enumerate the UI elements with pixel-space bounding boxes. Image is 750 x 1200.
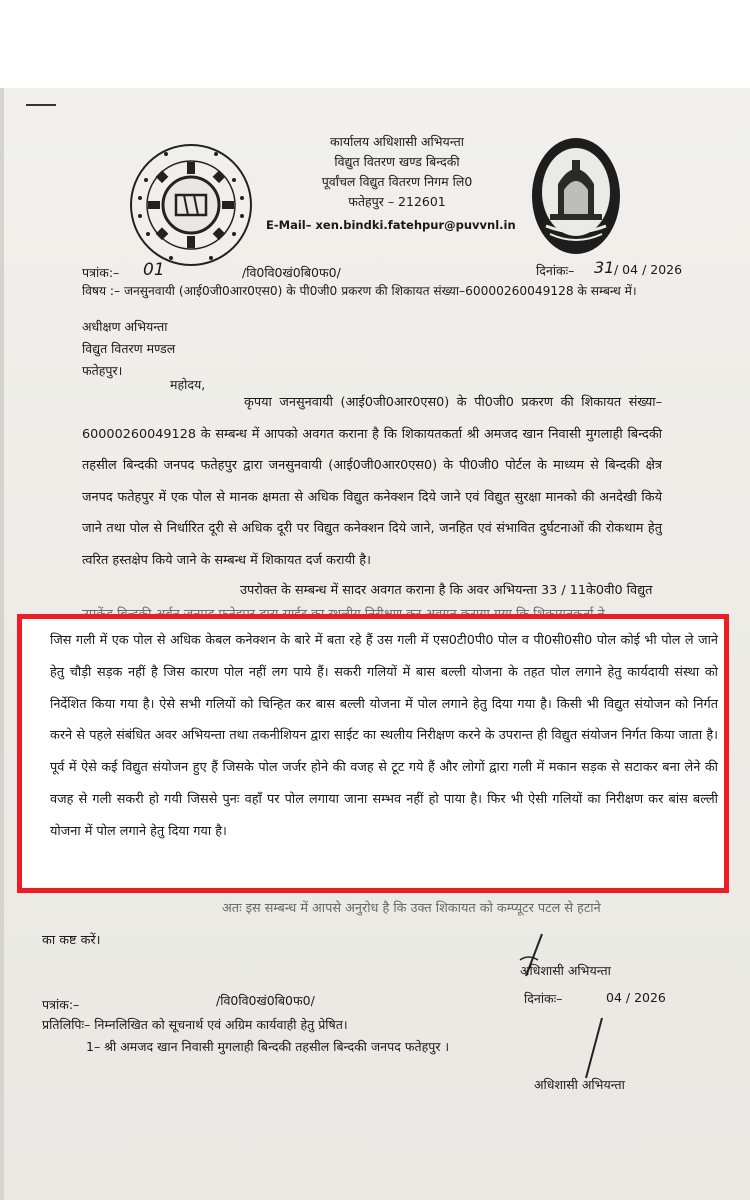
date-day: 31 <box>594 258 615 277</box>
department-emblem-icon <box>126 140 256 270</box>
signature-title: अधिशासी अभियन्ता <box>520 963 611 978</box>
date-rest: / 04 / 2026 <box>614 262 683 277</box>
office-email: E-Mail– xen.bindki.fatehpur@puvvnl.in <box>266 218 516 232</box>
recipient-line-2: विद्युत वितरण मण्डल <box>82 341 176 356</box>
corner-dash <box>26 104 56 106</box>
footer-date-value: 04 / 2026 <box>606 990 666 1005</box>
footer-date-label: दिनांकः– <box>524 991 563 1006</box>
patrank-number: 01 <box>143 260 165 280</box>
seal-emblem-icon <box>528 134 624 262</box>
footer-signature-icon <box>572 1014 612 1084</box>
footer-copy-item: 1– श्री अमजद खान निवासी मुगलाही बिन्दकी तहसील बिन्दकी जनपद फतेहपुर । <box>86 1039 450 1054</box>
recipient-line-1: अधीक्षण अभियन्ता <box>82 319 168 334</box>
body-paragraph-1: कृपया जनसुनवायी (आई0जी0आर0एस0) के पी0जी0 प्रकरण की शिकायत संख्या–60000260049128 के सम्बन्ध में आपको अवगत कराना है कि शिकायतकर्ता श्री अमजद खान निवासी मुगलाही बिन्दकी तहसील बिन्दकी जनपद फतेहपुर द्वारा जनसुनवायी (आई0जी0आर0एस0) के पी0जी0 पोर्टल के माध्यम से बिन्दकी क्षेत्र जनपद फतेहपुर में एक पोल से मानक क्षमता से अधिक विद्युत कनेक्शन दिये जाने एवं विद्युत सुरक्षा मानको की अनदेखी किये जाने तथा पोल से निर्धारित दूरी से अधिक दूरी पर विद्युत कनेक्शन दिये जाने, जनहित एवं संभावित दुर्घटनाओं की रोकथाम हेतु त्वरित हस्तक्षेप किये जाने के सम्बन्ध में शिकायत दर्ज करायी है। <box>82 395 662 568</box>
office-line-2: विद्युत वितरण खण्ड बिन्दकी <box>334 154 460 169</box>
salutation: महोदय, <box>170 377 206 392</box>
subject-line: विषय :– जनसुनवायी (आई0जी0आर0एस0) के पी0जी0 प्रकरण की शिकायत संख्या–60000260049128 के सम्बन्ध में। <box>82 284 637 298</box>
body-paragraph-2-line-1: उपरोक्त के सम्बन्ध में सादर अवगत कराना है कि अवर अभियन्ता 33 / 11के0वी0 विद्युत <box>240 583 653 598</box>
department-code: /वि0वि0खं0बि0फ0/ <box>242 265 341 280</box>
footer-patrank-label: पत्रांक:– <box>42 997 80 1012</box>
highlighted-paragraph: जिस गली में एक पोल से अधिक केबल कनेक्शन के बारे में बता रहे हैं उस गली में एस0टी0पी0 पोल व पी0सी0सी0 पोल कोई भी पोल ले जाने हेतु चौड़ी सड़क नहीं है जिस कारण पोल नहीं लग पाये हैं। सकरी गलियों में बास बल्ली योजना के तहत पोल लगाने हेतु कार्यदायी संस्था को निर्देशित किया गया है। ऐसे सभी गलियों को चिन्हित कर बास बल्ली योजना में पोल लगाने हेतु दिया गया है। किसी भी विद्युत संयोजन को निर्गत करने से पहले संबंधित अवर अभियन्ता तथा तकनीशियन द्वारा साईट का स्थलीय निरीक्षण करने के उपरान्त ही विद्युत संयोजन निर्गत किया जाता है। पूर्व में ऐसे कई विद्युत संयोजन हुए हैं जिसके पोल जर्जर होने की वजह से टूट गये हैं और लोगों द्वारा गली में मकान सड़क से सटाकर बना लेने की वजह से गली सकरी हो गयी जिससे पुनः वहाँ पर पोल लगाया जाना सम्भव नहीं हो पाया है। फिर भी ऐसी गलियों का निरीक्षण कर बांस बल्ली योजना में पोल लगाने हेतु दिया गया है। <box>50 633 719 839</box>
recipient-line-3: फतेहपुर। <box>82 363 123 378</box>
footer-copy-line: प्रतिलिपिः– निम्नलिखित को सूचनार्थ एवं अग्रिम कार्यवाही हेतु प्रेषित। <box>42 1017 348 1032</box>
footer-signature-title: अधिशासी अभियन्ता <box>534 1077 625 1092</box>
recipient-block <box>82 316 175 382</box>
date-label: दिनांकः– <box>536 263 575 278</box>
closing-line-1: अतः इस सम्बन्ध में आपसे अनुरोध है कि उक्त शिकायत को कम्प्यूटर पटल से हटाने <box>222 901 601 916</box>
office-line-1: कार्यालय अधिशासी अभियन्ता <box>330 134 464 149</box>
office-header <box>262 132 532 212</box>
office-line-4: फतेहपुर – 212601 <box>348 194 446 209</box>
closing-line-2: का कष्ट करें। <box>42 933 101 948</box>
patrank-label: पत्रांक:– <box>82 265 120 280</box>
office-line-3: पूर्वांचल विद्युत वितरण निगम लि0 <box>321 174 473 189</box>
footer-department-code: /वि0वि0खं0बि0फ0/ <box>216 993 315 1008</box>
paper-edge <box>0 88 4 1200</box>
